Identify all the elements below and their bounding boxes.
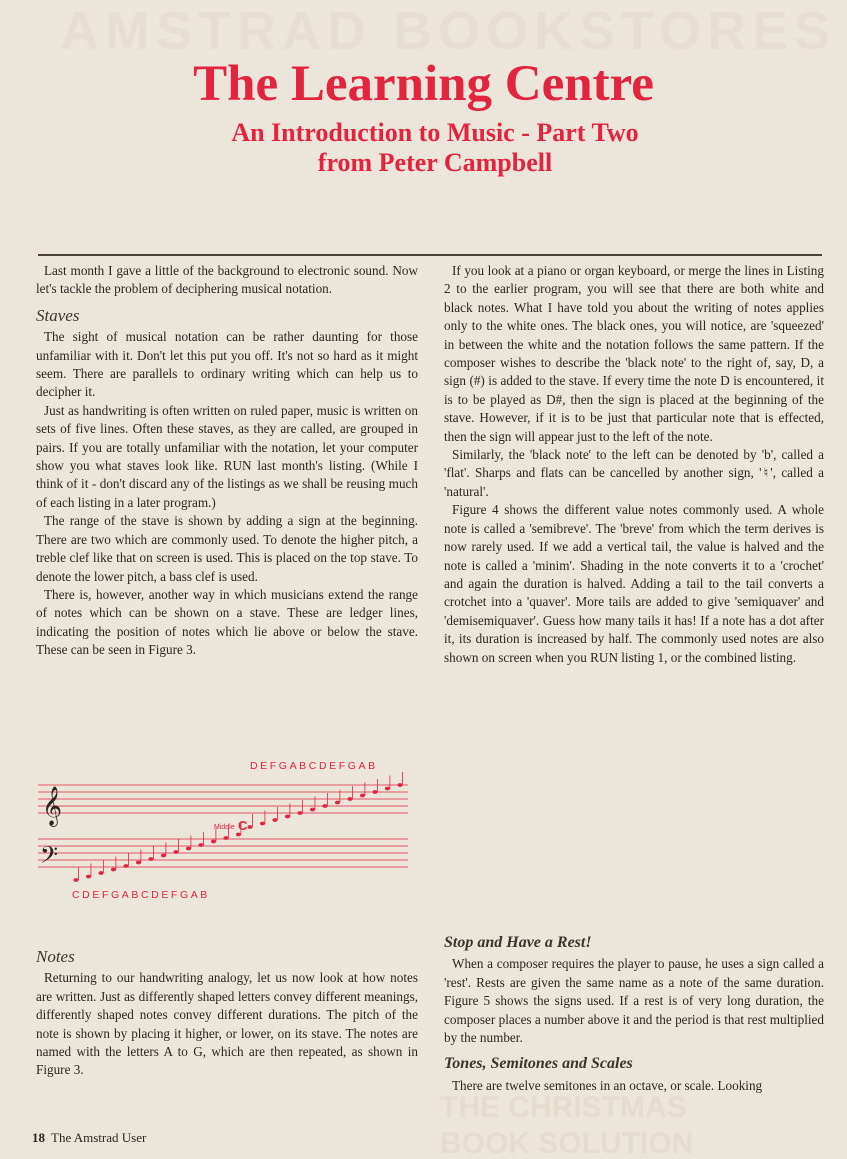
note-head [223,836,228,840]
note-head [347,797,352,801]
paragraph: Figure 4 shows the different value notes commonly used. A whole note is called a 'semibreve'. The 'breve' from which the term derives is now rarely used. If we add a vertical tail, the value is halved and the note is called a 'minim'. Shading in the note converts it to a 'crochet' and again the duration is halved. Adding a tail to the tail converts a crotchet into a 'quaver'. More tails are added to give 'semiquaver' and 'demisemiquaver'. Guess how many tails it has! If a note has a dot after it, its duration is increased by half. The commonly used notes are also shown on screen when you RUN listing 1, or the combined listing. [444,502,824,665]
page-footer [32,1130,146,1146]
paragraph: Just as handwriting is often written on ruled paper, music is written on sets of five lines. Often these staves, as they are called, are grouped in pairs. If you are totally unfamiliar with the notation, let your computer show you what staves look like. RUN last month's listing. (While I think of it - don't discard any of the listings as we shall be reusing much of each listing in a later program.) [36,402,418,510]
section-heading-scales: Tones, Semitones and Scales [444,1055,633,1073]
note-head [372,790,377,794]
figure-3-staves [36,755,426,905]
paragraph: There are twelve semitones in an octave, or scale. Looking [452,1077,763,1093]
note-head [247,825,252,829]
note-head [173,850,178,854]
note-head [297,811,302,815]
note-head [98,871,103,875]
header-divider [38,254,822,256]
bass-clef-icon: 𝄢 [40,841,59,874]
bass-stave [38,839,408,867]
watermark-text: AMSTRAD BOOKSTORES [60,1,837,61]
ghost-line: THE CHRISTMAS [440,1091,687,1124]
note-head [161,854,166,858]
ghost-ad-text [440,1090,693,1159]
left-column-bottom [36,940,418,1080]
note-head [285,815,290,819]
right-column-top [444,262,824,667]
ghost-line: BOOK SOLUTION [440,1127,694,1159]
left-column-top [36,262,418,660]
note-head [360,794,365,798]
section-heading-staves: Staves [36,305,80,325]
note-head [335,801,340,805]
note-head [136,861,141,865]
paragraph: If you look at a piano or organ keyboard, or merge the lines in Listing 2 to the earlier program, you will see that there are both white and black notes. What I have told you about the writing of notes applies only to the white ones. The black ones, you will notice, are 'squeezed' in between the white and the notation follows the same pattern. If the composer wishes to describe the 'black note' to the right of, say, D, a sign (#) is added to the stave. If every time the note D is encountered, it is to be played as D#, then the sign is placed at the beginning of the stave. However, if it is to be just that particular note that is effected, then the sign will appear just to the left of the note. [444,263,824,444]
note-head [86,875,91,879]
paragraph: The sight of musical notation can be rather daunting for those unfamiliar with it. Don't let this put you off. It's not so hard as it might seem. There are parallels to ordinary writing which can help us to decipher it. [36,329,418,400]
page-number: 18 [32,1130,45,1145]
note-head [73,878,78,882]
article-subtitle [0,118,847,178]
page-title: The Learning Centre [193,56,654,112]
paragraph: The range of the stave is shown by adding a sign at the beginning. There are two which are commonly used. To denote the higher pitch, a treble clef like that on screen is used. This is placed on the top stave. To denote the lower pitch, a bass clef is used. [36,513,418,584]
note-head [310,808,315,812]
bass-note-letters: CDEFGABCDEFGAB [72,889,210,901]
paragraph: Similarly, the 'black note' to the left can be denoted by 'b', called a 'flat'. Sharps and flats can be cancelled by another sign, '♮', called a 'natural'. [444,447,824,499]
middle-c-label: Middle [214,824,235,831]
note-head [385,787,390,791]
middle-c-note: C [238,818,248,833]
note-head [260,822,265,826]
author-line: from Peter Campbell [317,148,553,177]
section-heading-notes: Notes [36,947,75,966]
subtitle-line: An Introduction to Music - Part Two [231,118,639,147]
paragraph: When a composer requires the player to pause, he uses a sign called a 'rest'. Rests are given the same name as a note of the same duration. Figure 5 shows the signs used. If a rest is of very long duration, the composer places a number above it and the period is that rest multiplied by the number. [444,956,824,1046]
note-head [322,804,327,808]
publication-name: The Amstrad User [51,1130,147,1145]
right-column-bottom [444,926,824,1095]
note-head [123,864,128,868]
note-head [198,843,203,847]
note-head [111,868,116,872]
paragraph: There is, however, another way in which musicians extend the range of notes which can be shown on a stave. These are ledger lines, indicating the position of notes which lie above or below the stave. These can be seen in Figure 3. [36,586,418,658]
intro-paragraph: Last month I gave a little of the background to electronic sound. Now let's tackle the problem of deciphering musical notation. [36,263,418,297]
note-head [236,833,241,837]
note-head [186,847,191,851]
note-head [148,857,153,861]
section-heading-rest: Stop and Have a Rest! [444,934,592,951]
note-head [211,840,216,844]
treble-clef-icon: 𝄞 [42,786,63,826]
paragraph: Returning to our handwriting analogy, let us now look at how notes are written. Just as differently shaped letters convey different meanings, differently shaped notes convey different durations. The pitch of the note is shown by placing it higher, or lower, on its stave. The notes are named with the letters A to G, which are then repeated, as shown in Figure 3. [36,970,418,1078]
treble-note-letters: DEFGABCDEFGAB [250,760,378,772]
note-head [397,783,402,787]
note-head [272,818,277,822]
